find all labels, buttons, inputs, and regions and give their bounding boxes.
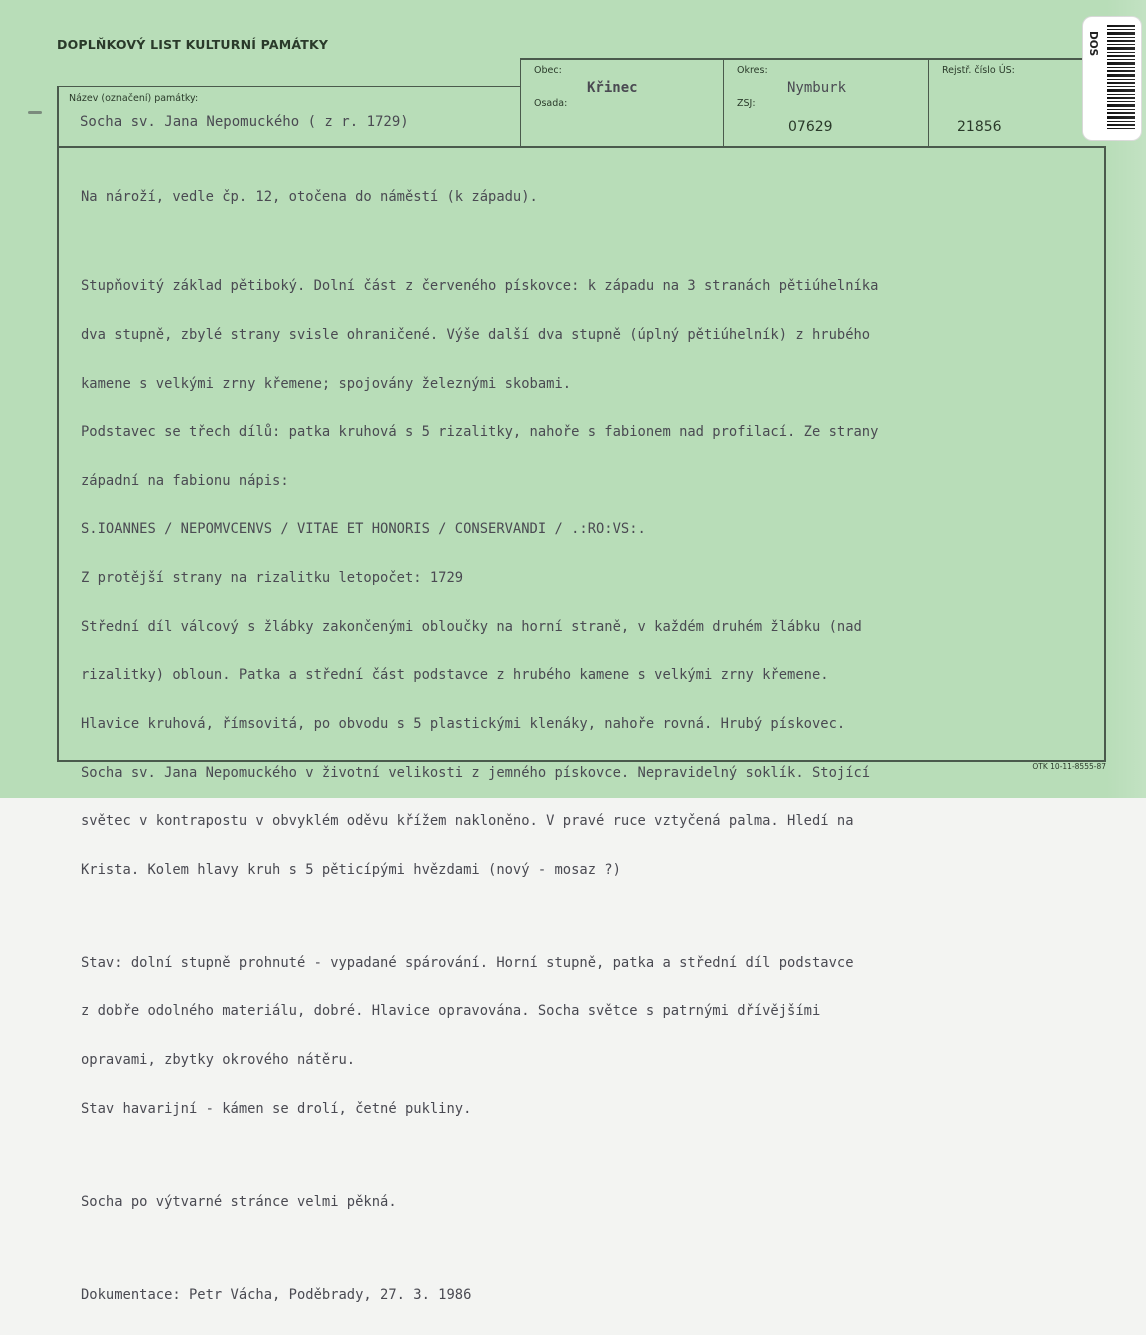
okres-value: Nymburk <box>787 80 847 96</box>
fields-bottom-rule <box>57 146 1106 148</box>
barcode-sticker <box>1083 17 1141 140</box>
obec-value: Křinec <box>587 80 638 96</box>
line-gap <box>81 1242 1071 1254</box>
form-code: OTK 10-11-8555-87 <box>1032 762 1106 771</box>
text-line: Stav havarijní - kámen se drolí, četné pukliny. <box>81 1100 472 1117</box>
obec-label: Obec: <box>534 65 562 76</box>
text-line: Dokumentace: Petr Vácha, Poděbrady, 27. 3. 1986 <box>81 1286 472 1303</box>
text-line: Střední díl válcový s žlábky zakončenými obloučky na horní straně, v každém druhém žlábku (nad <box>81 618 862 635</box>
zsj-label: ZSJ: <box>737 98 756 109</box>
text-line: Z protější strany na rizalitku letopočet: 1729 <box>81 570 464 587</box>
rejstr-label: Rejstř. číslo ÚS: <box>942 65 1015 76</box>
text-line: rizalitky) obloun. Patka a střední část podstavce z hrubého kamene s velkými zrny křemene. <box>81 667 829 684</box>
header-top-rule <box>520 58 1086 60</box>
right-border <box>1104 146 1106 762</box>
sticker-text: DOS <box>1087 31 1099 57</box>
line-gap <box>81 910 1071 922</box>
text-line: světec v kontrapostu v obvyklém oděvu křížem nakloněno. V pravé ruce vztyčená palma. Hledí na <box>81 813 854 830</box>
form-title: DOPLŇKOVÝ LIST KULTURNÍ PAMÁTKY <box>57 37 329 52</box>
osada-label: Osada: <box>534 98 568 109</box>
text-line: Na nároží, vedle čp. 12, otočena do náměstí (k západu). <box>81 189 538 206</box>
divider-obec-okres <box>723 58 724 146</box>
text-line: opravami, zbytky okrového nátěru. <box>81 1051 356 1068</box>
text-line: Podstavec se třech dílů: patka kruhová s 5 rizalitky, nahoře s fabionem nad profilací. Ze strany <box>81 424 879 441</box>
okres-label: Okres: <box>737 65 768 76</box>
text-line: Krista. Kolem hlavy kruh s 5 pěticípými hvězdami (nový - mosaz ?) <box>81 861 621 878</box>
text-line: Socha sv. Jana Nepomuckého v životní velikosti z jemného pískovce. Nepravidelný soklík. Stojící <box>81 764 871 781</box>
text-line: západní na fabionu nápis: <box>81 472 289 489</box>
zsj-value: 07629 <box>788 119 833 135</box>
text-line: Hlavice kruhová, římsovitá, po obvodu s 5 plastickými klenáky, nahoře rovná. Hrubý pískovec. <box>81 715 846 732</box>
text-line: kamene s velkými zrny křemene; spojovány železnými skobami. <box>81 375 572 392</box>
text-line: Stav: dolní stupně prohnuté - vypadané spárování. Horní stupně, patka a střední díl podstavce <box>81 954 854 971</box>
line-gap <box>81 1149 1071 1161</box>
description-text <box>81 157 1071 1335</box>
name-top-rule <box>57 86 520 87</box>
divider-okres-rejstr <box>928 58 929 146</box>
line-gap <box>81 238 1071 246</box>
name-value: Socha sv. Jana Nepomuckého ( z r. 1729) <box>80 114 409 130</box>
divider-name-obec <box>520 58 521 146</box>
rejstr-value: 21856 <box>957 119 1002 135</box>
text-line: S.IOANNES / NEPOMVCENVS / VITAE ET HONORIS / CONSERVANDI / .:RO:VS:. <box>81 521 646 538</box>
text-line: Stupňovitý základ pětiboký. Dolní část z červeného pískovce: k západu na 3 stranách pětiúhelníka <box>81 278 879 295</box>
left-border <box>57 86 59 762</box>
text-line: z dobře odolného materiálu, dobré. Hlavice opravována. Socha světce s patrnými dřívějšími <box>81 1003 821 1020</box>
text-line: Socha po výtvarné stránce velmi pěkná. <box>81 1193 397 1210</box>
margin-mark <box>28 111 42 114</box>
text-line: dva stupně, zbylé strany svisle ohraničené. Výše další dva stupně (úplný pětiúhelník) z hrubého <box>81 327 871 344</box>
name-label: Název (označení) památky: <box>69 93 199 104</box>
